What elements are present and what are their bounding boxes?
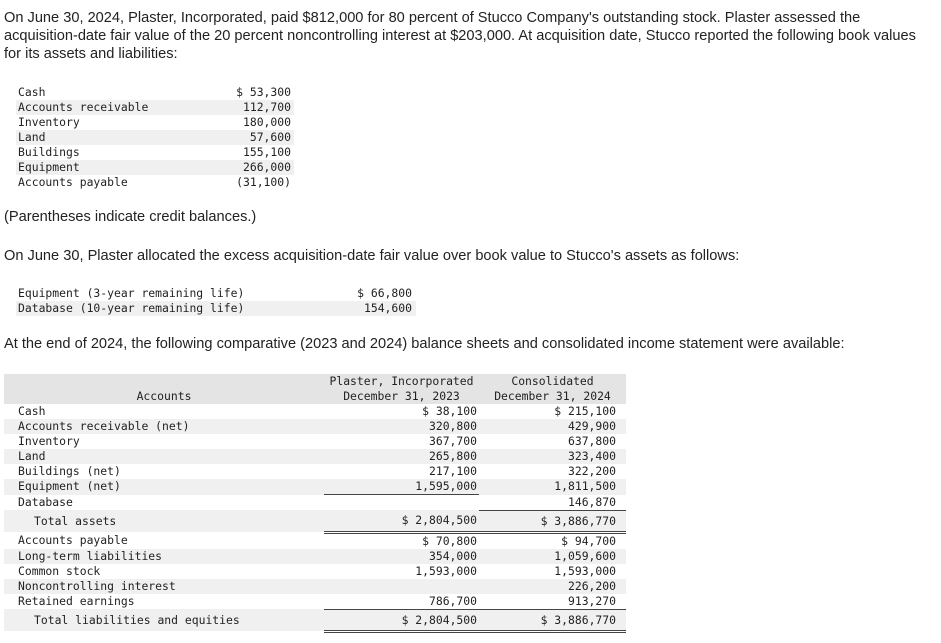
value-2023: 265,800 xyxy=(324,449,479,464)
account-label: Equipment (net) xyxy=(4,479,324,495)
value-2023: $ 70,800 xyxy=(422,533,477,548)
account-label: Inventory xyxy=(16,115,160,130)
table-row xyxy=(4,449,626,464)
value-2023: 217,100 xyxy=(428,464,477,478)
col2-header-line1: Consolidated xyxy=(479,374,626,389)
account-value: (31,100) xyxy=(160,175,294,190)
value-2024: 429,900 xyxy=(479,419,626,434)
value-2023: 786,700 xyxy=(324,594,479,610)
header-row xyxy=(4,389,626,404)
allocation-value: $ 66,800 xyxy=(357,286,412,300)
table-row xyxy=(4,464,626,479)
table-row xyxy=(16,115,294,130)
table-row xyxy=(4,594,626,610)
allocation-intro: On June 30, Plaster allocated the excess acquisition-date fair value over book value to Stucco's assets as follows: xyxy=(4,248,740,264)
value-2024: 146,870 xyxy=(479,495,626,511)
value-2023: 1,595,000 xyxy=(324,479,479,495)
table-row xyxy=(4,549,626,564)
value-2023: 367,700 xyxy=(428,434,477,448)
allocation-label: Equipment (3-year remaining life) xyxy=(18,286,245,300)
account-label: Land xyxy=(4,449,324,464)
col2-header-line2: December 31, 2024 xyxy=(479,389,626,404)
account-label: Buildings (net) xyxy=(18,464,121,478)
total-liabilities-2023: $ 2,804,500 xyxy=(324,609,479,631)
table-row xyxy=(4,579,626,594)
account-label: Buildings xyxy=(16,145,160,160)
value-2024: 913,270 xyxy=(479,594,626,610)
allocation-table xyxy=(16,286,416,316)
table-row xyxy=(16,160,294,175)
total-assets-row xyxy=(4,510,626,532)
account-value: 112,700 xyxy=(160,100,294,115)
total-liabilities-label: Total liabilities and equities xyxy=(4,609,324,631)
account-value: $ 53,300 xyxy=(160,85,294,100)
value-2024: 1,811,500 xyxy=(479,479,626,495)
account-label: Accounts receivable xyxy=(16,100,160,115)
total-assets-2024: $ 3,886,770 xyxy=(479,510,626,532)
total-liabilities-row xyxy=(4,609,626,631)
account-label: Land xyxy=(16,130,160,145)
table-row xyxy=(16,301,416,316)
table-row xyxy=(16,145,294,160)
account-label: Retained earnings xyxy=(18,593,135,608)
account-label: Accounts payable xyxy=(18,532,128,547)
table-row xyxy=(4,404,626,419)
value-2024: $ 215,100 xyxy=(554,404,616,418)
account-label: Common stock xyxy=(18,563,101,578)
account-value: 180,000 xyxy=(160,115,294,130)
table-row xyxy=(4,434,626,449)
total-assets-label: Total assets xyxy=(4,510,324,532)
table-row xyxy=(4,479,626,495)
value-2023: 354,000 xyxy=(324,549,479,564)
allocation-label: Database (10-year remaining life) xyxy=(16,301,318,316)
parentheses-note: (Parentheses indicate credit balances.) xyxy=(4,209,257,225)
intro-paragraph: On June 30, 2024, Plaster, Incorporated, paid $812,000 for 80 percent of Stucco Company's outstanding stock. Plaster assessed the acquisition-date fair value of the 20 percent noncontrolling interest at $203,000. At acquisition date, Stucco reported the following book values for its assets and liabilities: xyxy=(4,10,916,62)
account-label: Long-term liabilities xyxy=(4,549,324,564)
value-2024: 226,200 xyxy=(479,579,626,594)
accounts-header: Accounts xyxy=(4,389,324,404)
balance-sheet-table xyxy=(4,374,626,633)
col1-header-line2: December 31, 2023 xyxy=(324,389,479,404)
allocation-value: 154,600 xyxy=(318,301,416,316)
account-label: Database xyxy=(18,494,73,509)
table-row xyxy=(4,564,626,579)
header-row xyxy=(4,374,626,389)
value-2023: 320,800 xyxy=(324,419,479,434)
account-label: Cash xyxy=(16,85,160,100)
account-value: 155,100 xyxy=(160,145,294,160)
account-label: Noncontrolling interest xyxy=(4,579,324,594)
account-label: Equipment xyxy=(16,160,160,175)
total-assets-2023: $ 2,804,500 xyxy=(324,510,479,532)
account-label: Cash xyxy=(18,404,46,418)
table-row xyxy=(16,85,294,100)
table-row xyxy=(4,495,626,511)
value-2024: 323,400 xyxy=(479,449,626,464)
value-2023 xyxy=(324,579,479,594)
value-2023: 1,593,000 xyxy=(415,563,477,578)
table-row xyxy=(16,175,294,190)
value-2023 xyxy=(324,495,479,511)
account-label: Accounts receivable (net) xyxy=(4,419,324,434)
value-2024: 637,800 xyxy=(567,434,616,448)
value-2024: 1,593,000 xyxy=(554,563,616,578)
value-2024: $ 94,700 xyxy=(561,533,616,548)
col1-header-line1: Plaster, Incorporated xyxy=(324,374,479,389)
value-2024: 322,200 xyxy=(567,464,616,478)
table-row xyxy=(4,532,626,549)
table-row xyxy=(4,419,626,434)
account-label: Inventory xyxy=(18,434,80,448)
total-liabilities-2024: $ 3,886,770 xyxy=(479,609,626,631)
table-row xyxy=(16,100,294,115)
value-2024: 1,059,600 xyxy=(479,549,626,564)
account-value: 266,000 xyxy=(160,160,294,175)
account-label: Accounts payable xyxy=(16,175,160,190)
table-row xyxy=(16,286,416,301)
value-2023: $ 38,100 xyxy=(422,404,477,418)
book-values-table xyxy=(16,85,294,190)
account-value: 57,600 xyxy=(160,130,294,145)
comparative-intro: At the end of 2024, the following comparative (2023 and 2024) balance sheets and consolidated income statement were available: xyxy=(4,336,845,352)
table-row xyxy=(16,130,294,145)
